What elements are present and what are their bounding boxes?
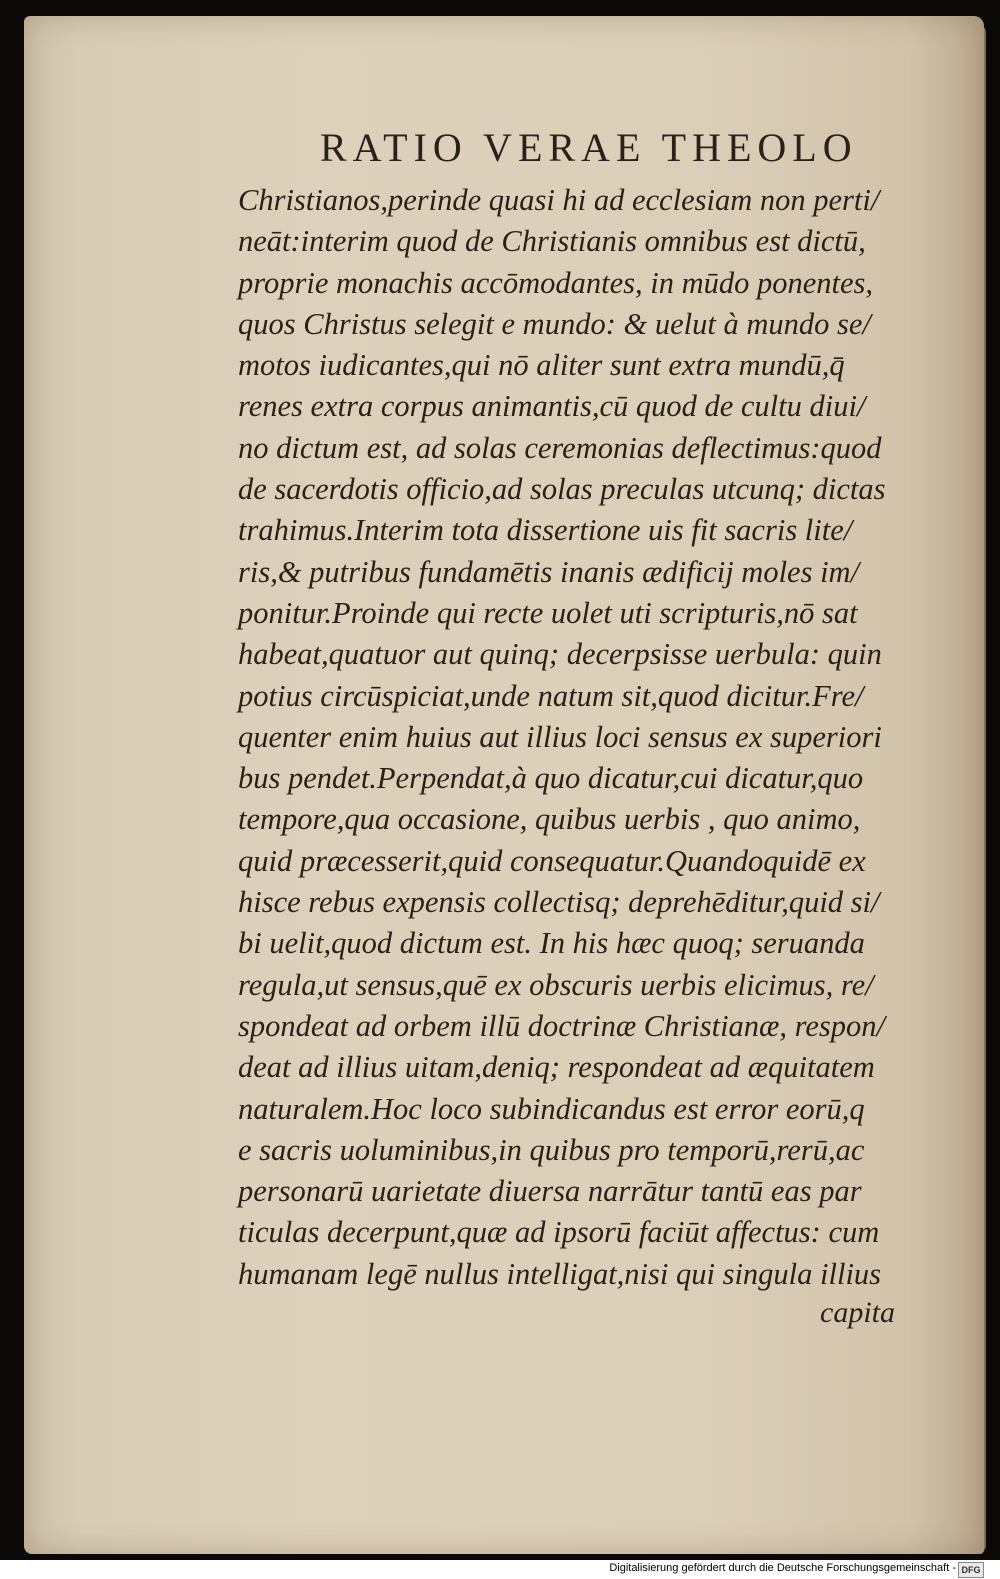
text-line: proprie monachis accōmodantes, in mūdo ponentes, [238, 265, 874, 300]
text-line: personarū uarietate diuersa narrātur tantū eas par [238, 1174, 862, 1209]
text-line: no dictum est, ad solas ceremonias deflectimus:quod [238, 430, 882, 465]
text-line: de sacerdotis officio,ad solas preculas utcunq; dictas [238, 472, 886, 507]
text-line: bi uelit,quod dictum est. In his hæc quoq; seruanda [238, 926, 865, 961]
text-line: ris,& putribus fundamētis inanis ædificij moles im/ [238, 554, 860, 589]
text-line: naturalem.Hoc loco subindicandus est error eorū,q [238, 1091, 865, 1126]
text-line: deat ad illius uitam,deniq; respondeat ad æquitatem [238, 1050, 875, 1085]
text-line: e sacris uoluminibus,in quibus pro temporū,rerū,ac [238, 1132, 865, 1167]
text-line: spondeat ad orbem illū doctrinæ Christianæ, respon/ [238, 1008, 886, 1043]
body-text [238, 180, 918, 1295]
text-line: habeat,quatuor aut quinq; decerpsisse uerbula: quin [238, 637, 882, 672]
running-head: RATIO VERAE THEOLO [320, 125, 858, 170]
text-line: quid præcesserit,quid consequatur.Quandoquidē ex [238, 843, 866, 878]
text-line: motos iudicantes,qui nō aliter sunt extra mundū,q̄ [238, 348, 845, 383]
text-line: renes extra corpus animantis,cū quod de cultu diui/ [238, 389, 866, 424]
catchword: capita [820, 1296, 895, 1329]
dfg-logo: DFG [958, 1562, 984, 1578]
text-line: tempore,qua occasione, quibus uerbis , quo animo, [238, 802, 861, 837]
text-line: quenter enim huius aut illius loci sensus ex superiori [238, 719, 882, 754]
text-line: potius circūspiciat,unde natum sit,quod dicitur.Fre/ [238, 678, 864, 713]
text-line: regula,ut sensus,quē ex obscuris uerbis elicimus, re/ [238, 967, 874, 1002]
text-line: humanam legē nullus intelligat,nisi qui singula illius [238, 1256, 882, 1291]
text-line: quos Christus selegit e mundo: & uelut à mundo se/ [238, 306, 871, 341]
funding-credit: Digitalisierung gefördert durch die Deutsche Forschungsgemeinschaft - [609, 1562, 956, 1574]
text-line: neāt:interim quod de Christianis omnibus est dictū, [238, 224, 866, 259]
text-line: trahimus.Interim tota dissertione uis fit sacris lite/ [238, 513, 853, 548]
text-line: hisce rebus expensis collectisq; deprehēditur,quid si/ [238, 885, 880, 920]
text-line: bus pendet.Perpendat,à quo dicatur,cui dicatur,quo [238, 761, 864, 796]
text-line: ticulas decerpunt,quæ ad ipsorū faciūt affectus: cum [238, 1215, 880, 1250]
text-line: ponitur.Proinde qui recte uolet uti scripturis,nō sat [238, 595, 858, 630]
text-line: Christianos,perinde quasi hi ad ecclesiam non perti/ [238, 183, 880, 217]
